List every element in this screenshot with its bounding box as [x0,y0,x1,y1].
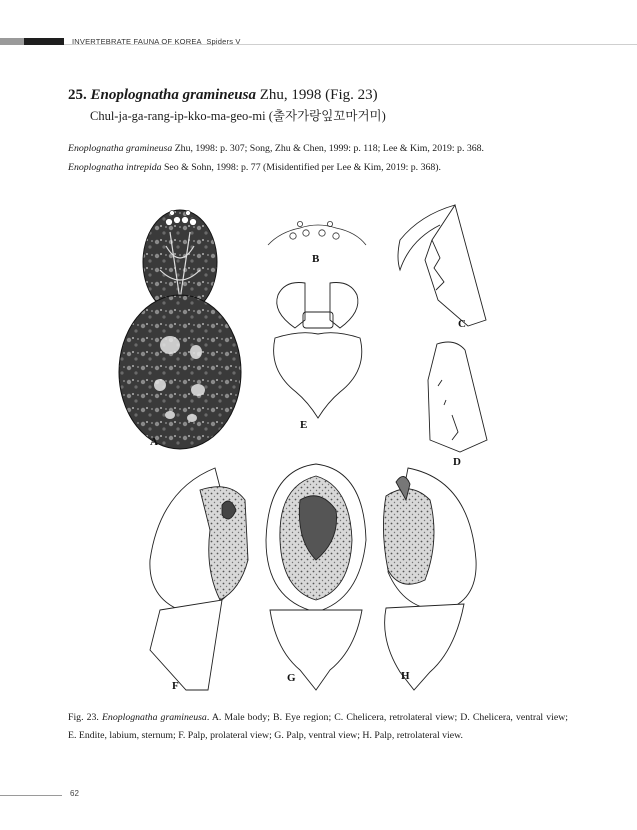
panel-label-a: A [150,436,158,448]
caption-text: . A. Male body; B. Eye region; C. Chelicera, retrolateral view; D. Chelicera, ventral view; E. Endite, labium, sternum; F. Palp, prolateral view; G. Palp, ventral view; H. Palp, retrolateral view. [68,712,569,741]
panel-label-b: B [312,253,320,265]
panel-label-e: E [300,419,308,431]
panel-b-eye-region [268,221,366,245]
panel-label-h: H [401,670,410,682]
figure-caption [68,709,568,745]
footer-rule [0,795,62,796]
figure-reference: (Fig. 23) [325,87,378,103]
panel-h-palp-retrolateral [383,468,476,690]
korean-common-name: Chul-ja-ga-rang-ip-kko-ma-geo-mi (출자가랑잎꼬마거미) [90,109,386,123]
page-number: 62 [70,789,79,798]
panel-c-chelicera-retrolateral [398,205,486,326]
panel-label-c: C [458,318,466,330]
panel-a-male-body [119,210,241,449]
species-name: Enoplognatha gramineusa [90,87,256,103]
panel-e-endite-labium-sternum [274,283,362,419]
panel-label-d: D [453,456,461,468]
species-number: 25. [68,87,87,103]
synonym-refs: Seo & Sohn, 1998: p. 77 (Misidentified per Lee & Kim, 2019: p. 368). [163,162,441,173]
panel-label-g: G [287,672,296,684]
synonym-taxon: Enoplognatha intrepida [68,162,162,173]
synonym-taxon: Enoplognatha gramineusa [68,143,173,154]
caption-prefix: Fig. 23. [68,712,99,723]
caption-taxon: Enoplognatha gramineusa [101,712,207,723]
running-title: INVERTEBRATE FAUNA OF KOREA [72,37,202,46]
panel-g-palp-ventral [266,464,366,690]
panel-f-palp-prolateral [150,468,248,690]
panel-d-chelicera-ventral [428,342,487,452]
species-author: Zhu, 1998 [259,87,322,103]
panel-label-f: F [172,680,179,692]
synonym-refs: Zhu, 1998: p. 307; Song, Zhu & Chen, 1999: p. 118; Lee & Kim, 2019: p. 368. [174,143,485,154]
volume-name: Spiders V [206,37,241,46]
